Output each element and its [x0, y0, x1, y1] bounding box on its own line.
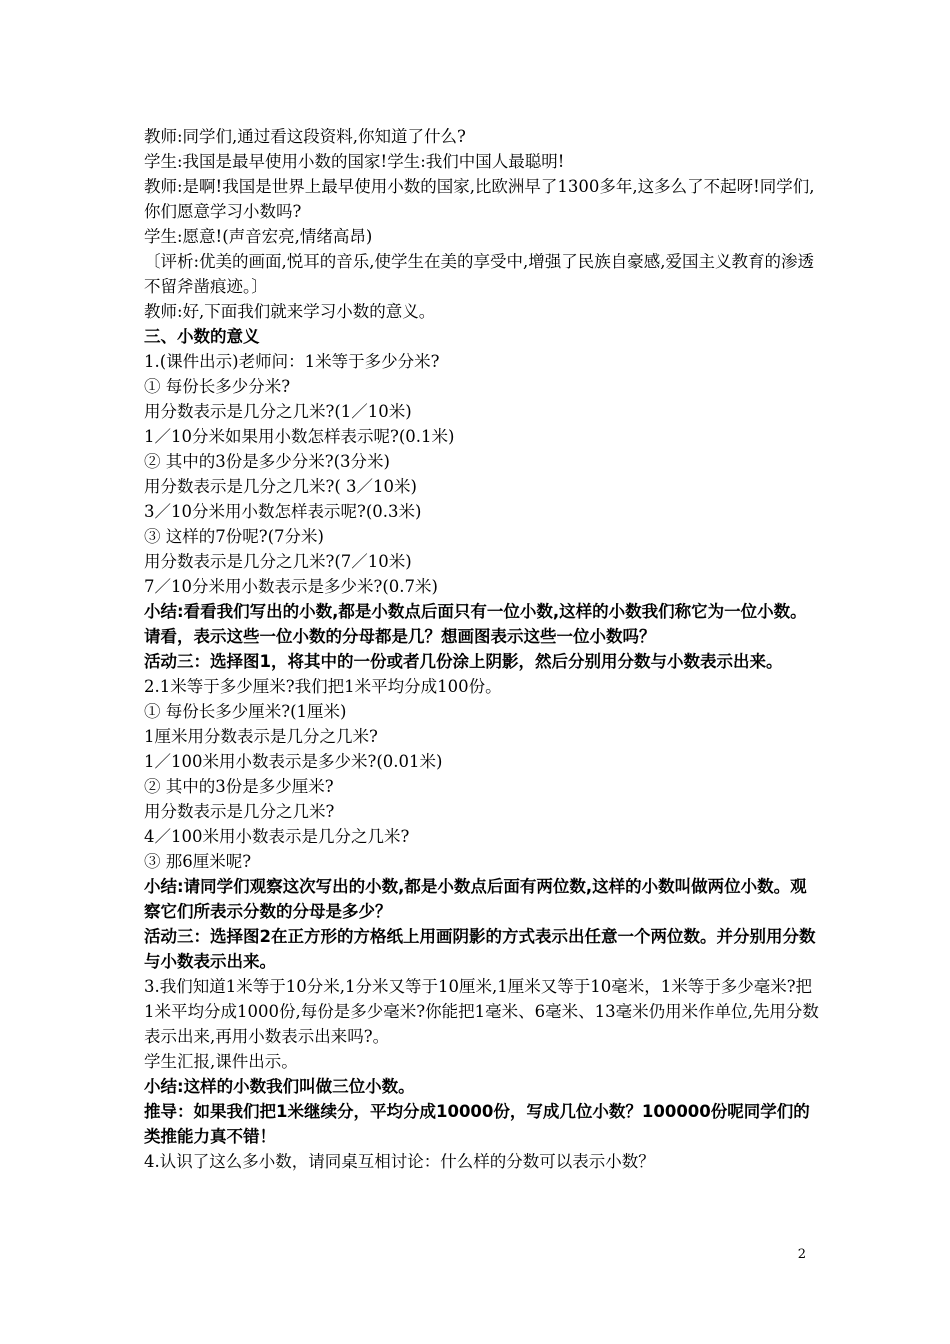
activity-paragraph: 活动三：选择图1，将其中的一份或者几份涂上阴影，然后分别用分数与小数表示出来。: [144, 652, 783, 671]
activity-paragraph: 活动三：选择图2在正方形的方格纸上用画阴影的方式表示出任意一个两位数。并分别用分数与小数表示出来。: [144, 927, 816, 971]
question-line: 3／10分米用小数怎样表示呢?(0.3米): [144, 502, 422, 521]
question-line: 7／10分米用小数表示是多少米?(0.7米): [144, 577, 438, 596]
paragraph: 4.认识了这么多小数，请同桌互相讨论：什么样的分数可以表示小数？: [144, 1152, 655, 1171]
question-line: 用分数表示是几分之几米?(7／10米): [144, 552, 412, 571]
question-line: 2.1米等于多少厘米?我们把1米平均分成100份。: [144, 677, 502, 696]
question-line: ② 其中的3份是多少分米?(3分米): [144, 452, 390, 471]
document-body: [144, 124, 820, 1174]
summary-paragraph: 小结:看看我们写出的小数,都是小数点后面只有一位小数,这样的小数我们称它为一位小数。请看，表示这些一位小数的分母都是几？想画图表示这些一位小数吗？: [144, 602, 807, 646]
question-line: 用分数表示是几分之几米?: [144, 802, 335, 821]
paragraph: 教师:好,下面我们就来学习小数的意义。: [144, 302, 436, 321]
commentary-paragraph: 〔评析:优美的画面,悦耳的音乐,使学生在美的享受中,增强了民族自豪感,爱国主义教育的渗透不留斧凿痕迹。〕: [144, 252, 815, 296]
summary-paragraph: 小结:请同学们观察这次写出的小数,都是小数点后面有两位数,这样的小数叫做两位小数。观察它们所表示分数的分母是多少？: [144, 877, 807, 921]
question-line: 1／10分米如果用小数怎样表示呢?(0.1米): [144, 427, 455, 446]
summary-paragraph: 小结:这样的小数我们叫做三位小数。: [144, 1077, 415, 1096]
paragraph: 教师:是啊!我国是世界上最早使用小数的国家,比欧洲早了1300多年,这多么了不起呀!同学们,你们愿意学习小数吗?: [144, 177, 815, 221]
section-heading: 三、小数的意义: [144, 327, 260, 346]
paragraph: 学生:我国是最早使用小数的国家!学生:我们中国人最聪明!: [144, 152, 565, 171]
question-line: 1／100米用小数表示是多少米?(0.01米): [144, 752, 443, 771]
question-line: ③ 这样的7份呢?(7分米): [144, 527, 324, 546]
question-line: 用分数表示是几分之几米?( 3／10米): [144, 477, 417, 496]
question-line: 用分数表示是几分之几米?(1／10米): [144, 402, 412, 421]
page-number: 2: [797, 1247, 806, 1262]
paragraph: 教师:同学们,通过看这段资料,你知道了什么?: [144, 127, 466, 146]
paragraph: 3.我们知道1米等于10分米,1分米又等于10厘米,1厘米又等于10毫米，1米等于多少毫米?把1米平均分成1000份,每份是多少毫米?你能把1毫米、6毫米、13毫米仍用米作单位,先用分数表示出来,再用小数表示出来吗?。: [144, 977, 819, 1046]
question-line: 4／100米用小数表示是几分之几米?: [144, 827, 410, 846]
question-line: ② 其中的3份是多少厘米?: [144, 777, 334, 796]
paragraph: 学生:愿意!(声音宏亮,情绪高昂): [144, 227, 373, 246]
paragraph: 学生汇报,课件出示。: [144, 1052, 298, 1071]
question-line: ③ 那6厘米呢?: [144, 852, 252, 871]
question-line: ① 每份长多少分米?: [144, 377, 291, 396]
question-line: 1.(课件出示)老师问：1米等于多少分米?: [144, 352, 440, 371]
inference-paragraph: 推导：如果我们把1米继续分，平均分成10000份，写成几位小数？100000份呢同学们的类推能力真不错！: [144, 1102, 810, 1146]
question-line: 1厘米用分数表示是几分之几米?: [144, 727, 378, 746]
question-line: ① 每份长多少厘米?(1厘米): [144, 702, 347, 721]
